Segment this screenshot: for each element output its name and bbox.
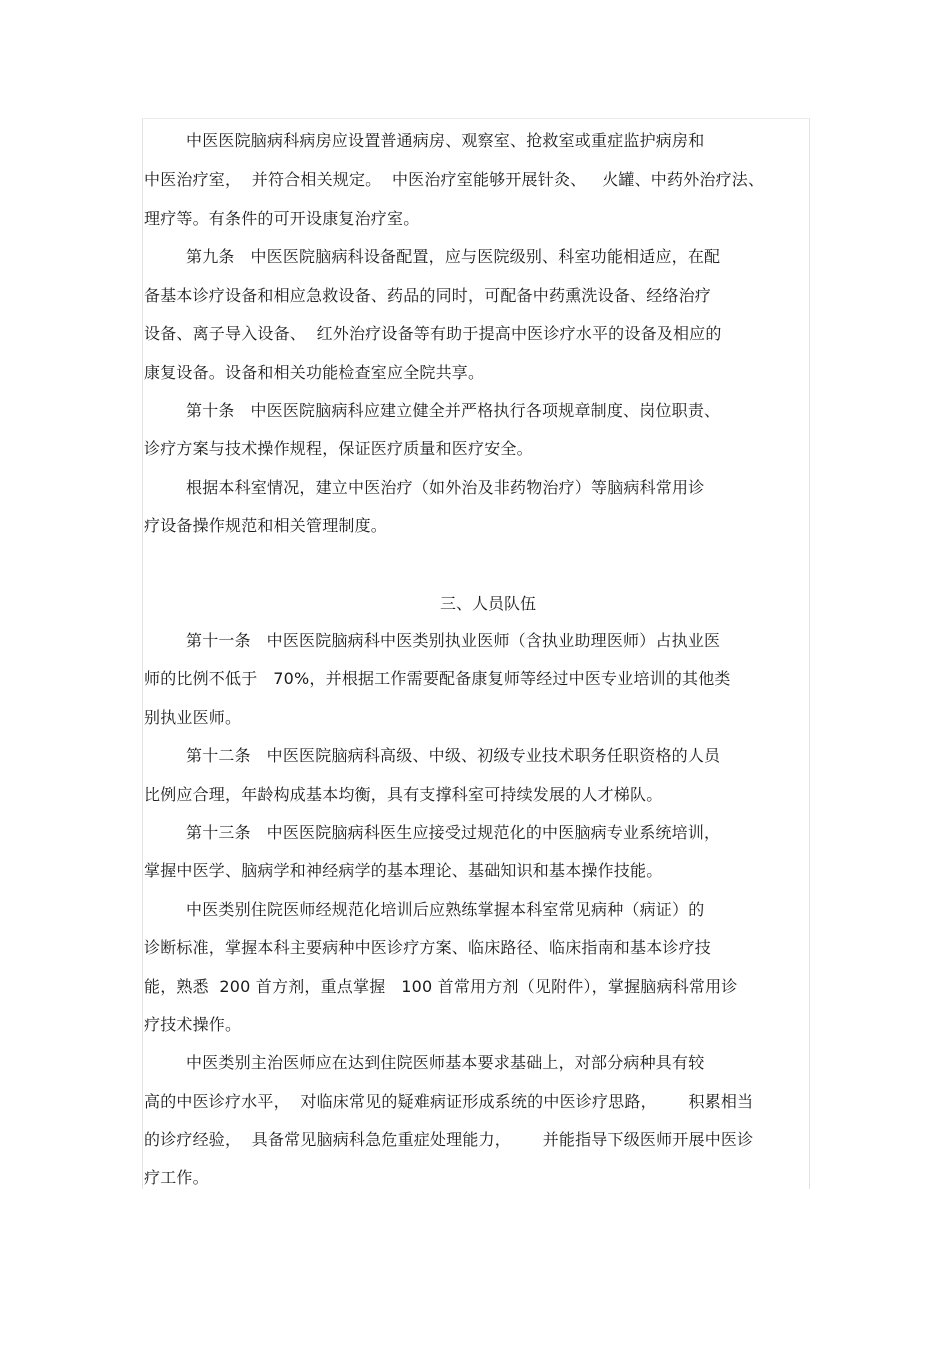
paragraph-line: 比例应合理，年龄构成基本均衡，具有支撑科室可持续发展的人才梯队。 bbox=[144, 785, 663, 804]
paragraph-line: 第十三条 中医医院脑病科医生应接受过规范化的中医脑病专业系统培训， bbox=[186, 823, 721, 842]
paragraph-line: 第十一条 中医医院脑病科中医类别执业医师（含执业助理医师）占执业医 bbox=[186, 631, 721, 650]
paragraph-line: 第九条 中医医院脑病科设备配置，应与医院级别、科室功能相适应，在配 bbox=[186, 247, 721, 266]
paragraph-line: 别执业医师。 bbox=[144, 708, 242, 727]
paragraph-line: 高的中医诊疗水平， 对临床常见的疑难病证形成系统的中医诊疗思路， 积累相当 bbox=[144, 1092, 754, 1111]
paragraph-line: 疗技术操作。 bbox=[144, 1015, 242, 1034]
paragraph-line: 中医类别住院医师经规范化培训后应熟练掌握本科室常见病种（病证）的 bbox=[186, 900, 705, 919]
page-frame bbox=[142, 118, 810, 1189]
paragraph-line: 中医类别主治医师应在达到住院医师基本要求基础上，对部分病种具有较 bbox=[186, 1053, 705, 1072]
paragraph-line: 师的比例不低于 70%，并根据工作需要配备康复师等经过中医专业培训的其他类 bbox=[144, 669, 731, 688]
paragraph-line: 理疗等。有条件的可开设康复治疗室。 bbox=[144, 209, 420, 228]
paragraph-line: 备基本诊疗设备和相应急救设备、药品的同时，可配备中药熏洗设备、经络治疗 bbox=[144, 286, 712, 305]
section-heading: 三、人员队伍 bbox=[440, 594, 537, 613]
paragraph-line: 中医治疗室， 并符合相关规定。 中医治疗室能够开展针灸、 火罐、中药外治疗法、 bbox=[144, 170, 765, 189]
paragraph-line: 的诊疗经验， 具备常见脑病科急危重症处理能力， 并能指导下级医师开展中医诊 bbox=[144, 1130, 754, 1149]
paragraph-line: 诊断标准，掌握本科主要病种中医诊疗方案、临床路径、临床指南和基本诊疗技 bbox=[144, 938, 712, 957]
paragraph-line: 中医医院脑病科病房应设置普通病房、观察室、抢救室或重症监护病房和 bbox=[186, 131, 705, 150]
paragraph-line: 疗工作。 bbox=[144, 1168, 209, 1187]
paragraph-line: 设备、离子导入设备、 红外治疗设备等有助于提高中医诊疗水平的设备及相应的 bbox=[144, 324, 722, 343]
paragraph-line: 康复设备。设备和相关功能检查室应全院共享。 bbox=[144, 363, 485, 382]
paragraph-line: 诊疗方案与技术操作规程，保证医疗质量和医疗安全。 bbox=[144, 439, 533, 458]
paragraph-line: 疗设备操作规范和相关管理制度。 bbox=[144, 516, 388, 535]
paragraph-line: 掌握中医学、脑病学和神经病学的基本理论、基础知识和基本操作技能。 bbox=[144, 861, 663, 880]
paragraph-line: 第十条 中医医院脑病科应建立健全并严格执行各项规章制度、岗位职责、 bbox=[186, 401, 721, 420]
paragraph-line: 根据本科室情况，建立中医治疗（如外治及非药物治疗）等脑病科常用诊 bbox=[186, 478, 705, 497]
paragraph-line: 第十二条 中医医院脑病科高级、中级、初级专业技术职务任职资格的人员 bbox=[186, 746, 721, 765]
paragraph-line: 能，熟悉 200 首方剂，重点掌握 100 首常用方剂（见附件），掌握脑病科常用诊 bbox=[144, 977, 738, 996]
